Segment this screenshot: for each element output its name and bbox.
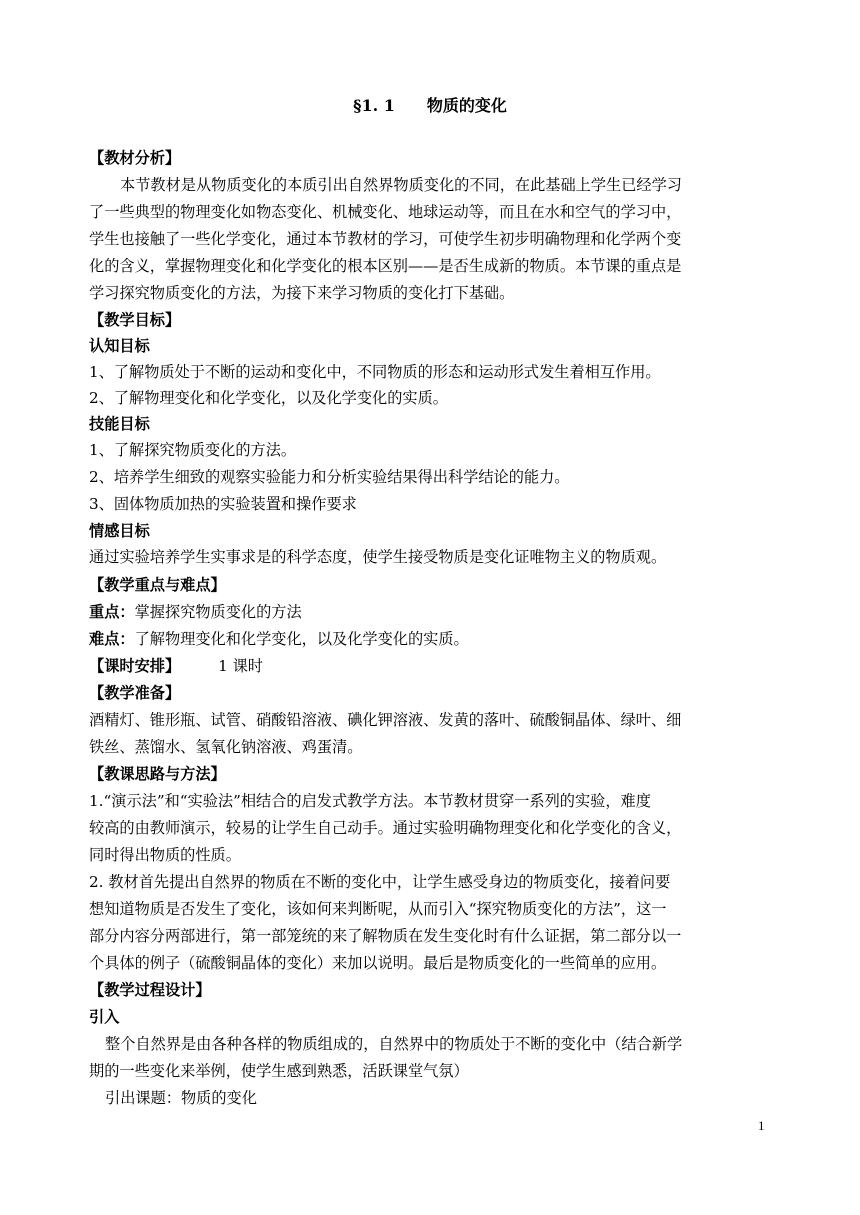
key-text: 掌握探究物质变化的方法 bbox=[134, 603, 302, 621]
key-heading: 【教学重点与难点】 bbox=[89, 576, 226, 594]
method-line: 想知道物质是否发生了变化，该如何来判断呢，从而引入“探究物质变化的方法”，这一 bbox=[89, 900, 667, 918]
skill-item: 3、固体物质加热的实验装置和操作要求 bbox=[89, 495, 357, 513]
difficulty-point bbox=[89, 628, 779, 650]
intro-line: 整个自然界是由各种各样的物质组成的，自然界中的物质处于不断的变化中（结合新学 bbox=[105, 1035, 683, 1053]
process-heading: 【教学过程设计】 bbox=[89, 981, 211, 999]
method-line: 较高的由教师演示，较易的让学生自己动手。通过实验明确物理变化和化学变化的含义， bbox=[89, 819, 682, 837]
analysis-heading: 【教材分析】 bbox=[89, 149, 181, 167]
skill-heading: 技能目标 bbox=[89, 415, 150, 433]
skill-item: 2、培养学生细致的观察实验能力和分析实验结果得出科学结论的能力。 bbox=[89, 468, 570, 486]
emotion-heading: 情感目标 bbox=[89, 522, 150, 540]
method-line: 个具体的例子（硫酸铜晶体的变化）来加以说明。最后是物质变化的一些简单的应用。 bbox=[89, 954, 667, 972]
analysis-line: 了一些典型的物理变化如物态变化、机械变化、地球运动等，而且在水和空气的学习中， bbox=[89, 203, 682, 221]
prep-heading: 【教学准备】 bbox=[89, 684, 181, 702]
key-point bbox=[89, 601, 779, 623]
prep-line: 酒精灯、锥形瓶、试管、硝酸铅溶液、碘化钾溶液、发黄的落叶、硫酸铜晶体、绿叶、细 bbox=[89, 711, 682, 729]
goals-heading: 【教学目标】 bbox=[89, 311, 181, 329]
emotion-text: 通过实验培养学生实事求是的科学态度，使学生接受物质是变化证唯物主义的物质观。 bbox=[89, 548, 667, 566]
schedule-heading: 【课时安排】 bbox=[89, 657, 181, 675]
analysis-line: 本节教材是从物质变化的本质引出自然界物质变化的不同，在此基础上学生已经学习 bbox=[120, 176, 682, 194]
intro-line: 期的一些变化来举例，使学生感到熟悉，活跃课堂气氛） bbox=[89, 1062, 469, 1080]
analysis-line: 化的含义，掌握物理变化和化学变化的根本区别——是否生成新的物质。本节课的重点是 bbox=[89, 257, 682, 275]
prep-line: 铁丝、蒸馏水、氢氧化钠溶液、鸡蛋清。 bbox=[89, 738, 363, 756]
method-line: 同时得出物质的性质。 bbox=[89, 846, 241, 864]
analysis-line: 学习探究物质变化的方法，为接下来学习物质的变化打下基础。 bbox=[89, 284, 515, 302]
page-title: §1. 1 物质的变化 bbox=[353, 96, 507, 115]
cognitive-heading: 认知目标 bbox=[89, 337, 150, 355]
method-line: 2. 教材首先提出自然界的物质在不断的变化中，让学生感受身边的物质变化，接着问要 bbox=[89, 873, 671, 891]
method-line: 部分内容分两部进行，第一部笼统的来了解物质在发生变化时有什么证据，第二部分以一 bbox=[89, 927, 682, 945]
key-label: 重点： bbox=[89, 603, 135, 621]
intro-line: 引出课题：物质的变化 bbox=[105, 1089, 257, 1107]
page-number: 1 bbox=[758, 1118, 765, 1133]
skill-item: 1、了解探究物质变化的方法。 bbox=[89, 441, 297, 459]
analysis-line: 学生也接触了一些化学变化，通过本节教材的学习，可使学生初步明确物理和化学两个变 bbox=[89, 230, 682, 248]
method-heading: 【教课思路与方法】 bbox=[89, 765, 226, 783]
difficulty-label: 难点： bbox=[89, 630, 135, 648]
cognitive-item: 2、了解物理变化和化学变化，以及化学变化的实质。 bbox=[89, 389, 448, 407]
intro-heading: 引入 bbox=[89, 1008, 120, 1026]
method-line: 1.“演示法”和“实验法”相结合的启发式教学方法。本节教材贯穿一系列的实验，难度 bbox=[89, 792, 651, 810]
schedule-value: 1 课时 bbox=[218, 657, 263, 675]
cognitive-item: 1、了解物质处于不断的运动和变化中，不同物质的形态和运动形式发生着相互作用。 bbox=[89, 363, 661, 381]
schedule-line bbox=[89, 655, 779, 677]
difficulty-text: 了解物理变化和化学变化，以及化学变化的实质。 bbox=[134, 630, 469, 648]
